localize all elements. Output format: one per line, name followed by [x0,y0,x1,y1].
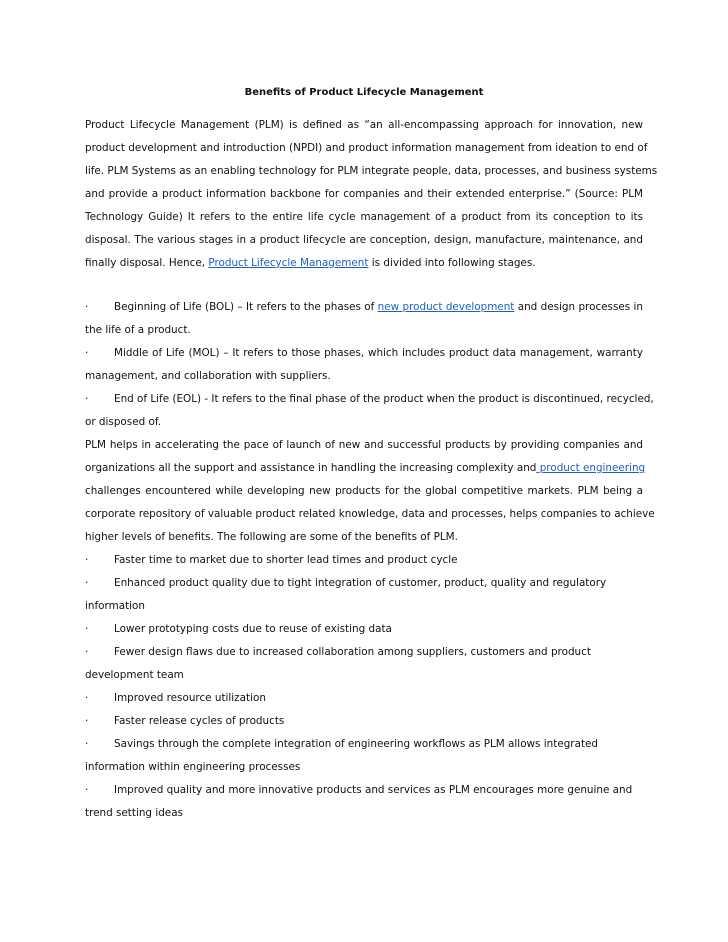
benefit-2-line-2: information [85,600,145,612]
stage-eol-line-1: End of Life (EOL) - It refers to the final phase of the product when the product is discontinued, recycled, [114,393,654,405]
bullet: · [85,646,89,658]
intro-text: finally disposal. Hence, [85,257,209,269]
plm-line-3: challenges encountered while developing new products for the global competitive markets. PLM being a [85,485,643,497]
bullet: · [85,692,89,704]
stage-mol-line-1: Middle of Life (MOL) – It refers to those phases, which includes product data management, warranty [114,347,643,359]
benefit-7-line-2: information within engineering processes [85,761,301,773]
bullet: · [85,738,89,750]
bullet: · [85,715,89,727]
stage-bol-line-1 [114,300,643,314]
intro-line-6: disposal. The various stages in a product lifecycle are conception, design, manufacture, maintenance, and [85,234,643,246]
page-title: Benefits of Product Lifecycle Management [244,87,484,98]
plm-line-2 [85,461,646,475]
intro-line-3: life. PLM Systems as an enabling technology for PLM integrate people, data, processes, and business systems [85,165,658,177]
stage-eol-line-2: or disposed of. [85,416,162,428]
plm-line-5: higher levels of benefits. The following are some of the benefits of PLM. [85,531,458,543]
intro-line-4: and provide a product information backbone for companies and their extended enterprise.” (Source: PLM [85,188,643,200]
bullet: · [85,784,89,796]
bullet: · [85,554,89,566]
benefit-4-line-2: development team [85,669,184,681]
intro-text: is divided into following stages. [368,257,536,269]
benefit-1: Faster time to market due to shorter lead times and product cycle [114,554,458,566]
intro-line-2: product development and introduction (NPDI) and product information management from ideation to end of [85,142,648,154]
plm-line-1: PLM helps in accelerating the pace of launch of new and successful products by providing companies and [85,439,643,451]
product-engineering-link[interactable]: product engineering [536,462,646,474]
plm-link[interactable]: Product Lifecycle Management [208,257,369,269]
benefit-4-line-1: Fewer design flaws due to increased collaboration among suppliers, customers and product [114,646,591,658]
bullet: · [85,301,89,313]
plm-text: organizations all the support and assistance in handling the increasing complexity and [85,462,537,474]
intro-line-7 [85,256,643,270]
benefit-5: Improved resource utilization [114,692,266,704]
benefit-8-line-2: trend setting ideas [85,807,183,819]
stage-text: Beginning of Life (BOL) – It refers to the phases of [114,301,378,313]
bullet: · [85,393,89,405]
stage-mol-line-2: management, and collaboration with suppliers. [85,370,331,382]
benefit-6: Faster release cycles of products [114,715,285,727]
benefit-2-line-1: Enhanced product quality due to tight integration of customer, product, quality and regulatory [114,577,607,589]
new-product-development-link[interactable]: new product development [377,301,515,313]
benefit-8-line-1: Improved quality and more innovative products and services as PLM encourages more genuine and [114,784,633,796]
stage-bol-line-2: the life of a product. [85,324,191,336]
bullet: · [85,347,89,359]
intro-line-1: Product Lifecycle Management (PLM) is defined as “an all-encompassing approach for innovation, new [85,119,643,131]
bullet: · [85,577,89,589]
benefit-3: Lower prototyping costs due to reuse of existing data [114,623,392,635]
bullet: · [85,623,89,635]
benefit-7-line-1: Savings through the complete integration of engineering workflows as PLM allows integrated [114,738,599,750]
intro-line-5: Technology Guide) It refers to the entire life cycle management of a product from its conception to its [85,211,643,223]
plm-line-4: corporate repository of valuable product related knowledge, data and processes, helps companies to achieve [85,508,655,520]
stage-text: and design processes in [514,301,644,313]
